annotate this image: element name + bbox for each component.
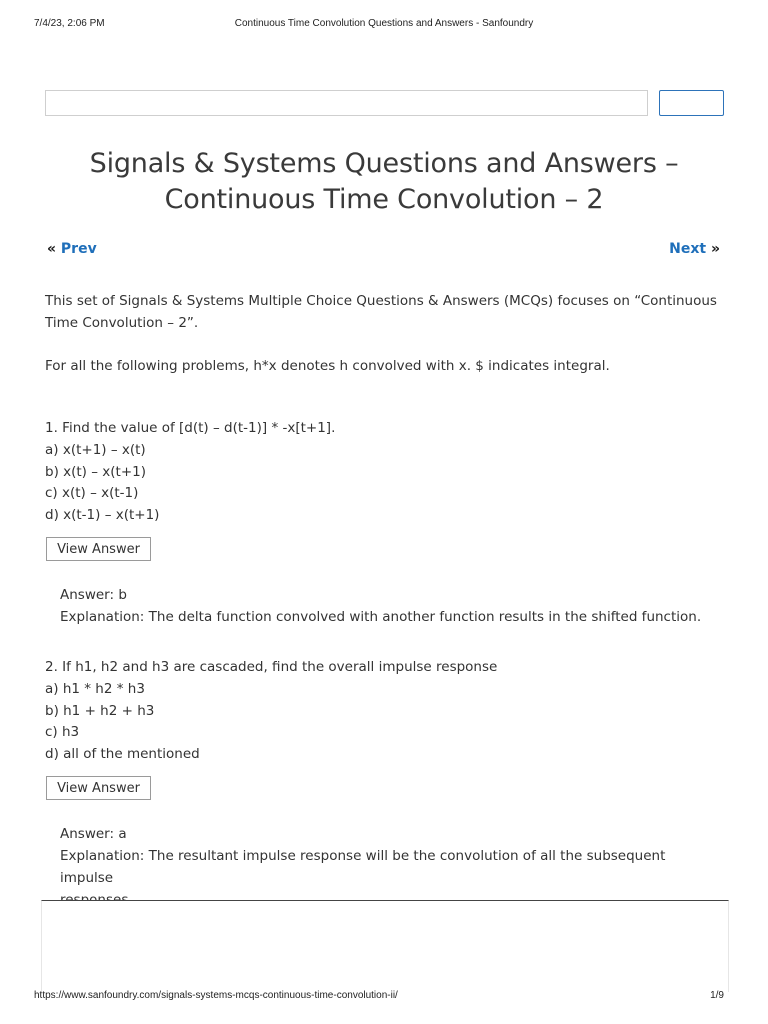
intro-note: For all the following problems, h*x denotes h convolved with x. $ indicates integral. (45, 358, 610, 374)
prev-link[interactable] (47, 241, 97, 257)
question-1 (45, 418, 725, 527)
option-c: c) x(t) – x(t-1) (45, 485, 139, 502)
search-button[interactable] (659, 90, 724, 116)
answer-text: Answer: b (60, 587, 127, 603)
option-d: d) x(t-1) – x(t+1) (45, 507, 160, 524)
option-d: d) all of the mentioned (45, 746, 200, 763)
print-footer (34, 990, 734, 1004)
answer-block (60, 584, 720, 628)
search-input[interactable] (45, 90, 648, 116)
explanation-text: Explanation: The delta function convolved with another function results in the shifted function. (60, 609, 702, 625)
next-label: Next (669, 241, 707, 257)
option-b: b) h1 + h2 + h3 (45, 702, 155, 719)
option-c: c) h3 (45, 724, 80, 741)
intro-line: This set of Signals & Systems Multiple Choice Questions & Answers (MCQs) focuses on “Continuous (45, 293, 717, 309)
view-answer-button[interactable]: View Answer (46, 537, 151, 561)
question-2 (45, 657, 725, 766)
print-page-title: Continuous Time Convolution Questions and Answers - Sanfoundry (234, 18, 534, 29)
page-title (40, 146, 728, 218)
print-url: https://www.sanfoundry.com/signals-systems-mcqs-continuous-time-convolution-ii/ (34, 990, 398, 1001)
intro-line: Time Convolution – 2”. (45, 315, 199, 331)
page-title-line1: Signals & Systems Questions and Answers – (89, 148, 679, 179)
answer-text: Answer: a (60, 826, 127, 842)
explanation-text: Explanation: The resultant impulse response will be the convolution of all the subsequent impulse (60, 848, 666, 886)
view-answer-button[interactable]: View Answer (46, 776, 151, 800)
option-a: a) h1 * h2 * h3 (45, 680, 145, 697)
next-arrow-icon: » (710, 241, 720, 257)
question-text: 1. Find the value of [d(t) – d(t-1)] * -x[t+1]. (45, 420, 336, 436)
intro-paragraph (45, 290, 725, 334)
print-datetime: 7/4/23, 2:06 PM (34, 18, 105, 29)
page-title-line2: Continuous Time Convolution – 2 (164, 184, 604, 215)
prev-arrow-icon: « (47, 241, 57, 257)
print-page-number: 1/9 (710, 990, 724, 1001)
question-text: 2. If h1, h2 and h3 are cascaded, find the overall impulse response (45, 659, 498, 675)
option-a: a) x(t+1) – x(t) (45, 441, 146, 458)
answer-block (60, 823, 720, 911)
print-header (34, 18, 734, 32)
next-link[interactable] (669, 241, 720, 257)
option-b: b) x(t) – x(t+1) (45, 463, 146, 480)
ad-frame (41, 900, 729, 992)
prev-label: Prev (60, 241, 97, 257)
